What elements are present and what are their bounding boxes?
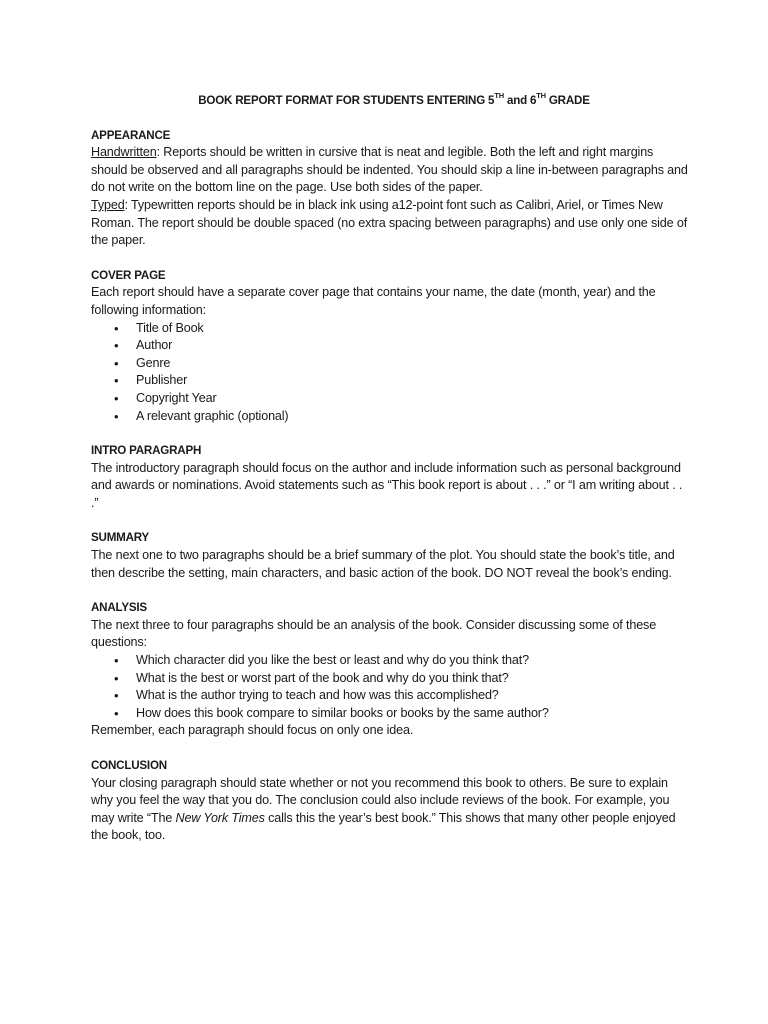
document-title	[97, 92, 691, 110]
section-analysis	[91, 599, 691, 740]
cover-page-list	[91, 320, 691, 426]
conclusion-text-1: Your closing paragraph should state whether or not you recommend this book to others. Be sure to explain why you feel the way that you do. The conclusion could also include reviews of the book. For example, you may write “The	[91, 775, 670, 825]
title-superscript-1: TH	[494, 91, 504, 101]
list-item: • Title of Book	[91, 320, 691, 338]
list-item: • How does this book compare to similar books or books by the same author?	[91, 705, 691, 723]
section-cover-page	[91, 267, 691, 425]
heading-appearance: APPEARANCE	[91, 128, 171, 142]
list-item: • Genre	[91, 355, 691, 373]
paragraph-typed	[91, 197, 691, 250]
list-item: • Which character did you like the best or least and why do you think that?	[91, 652, 691, 670]
paragraph-cover-page: Each report should have a separate cover page that contains your name, the date (month, year) and the following information:	[91, 285, 656, 317]
section-summary	[91, 529, 691, 582]
document-page	[91, 92, 691, 862]
list-item: • What is the best or worst part of the book and why do you think that?	[91, 670, 691, 688]
list-item: • A relevant graphic (optional)	[91, 408, 691, 426]
conclusion-text-2: calls this the year’s best book.” This shows that many other people enjoyed the book, too.	[91, 810, 676, 843]
heading-summary: SUMMARY	[91, 531, 150, 545]
title-text-1: BOOK REPORT FORMAT FOR STUDENTS ENTERING 5	[198, 94, 495, 107]
conclusion-italic-title: New York Times	[175, 810, 265, 825]
heading-conclusion: CONCLUSION	[91, 759, 167, 772]
section-conclusion	[91, 757, 691, 845]
list-item: • Copyright Year	[91, 390, 691, 408]
paragraph-intro: The introductory paragraph should focus on the author and include information such as personal background and awards or nominations. Avoid statements such as “This book report is about . . .” or “I am writing about . . .”	[91, 460, 683, 510]
paragraph-analysis: The next three to four paragraphs should be an analysis of the book. Consider discussing some of these questions:	[91, 617, 657, 650]
heading-intro: INTRO PARAGRAPH	[91, 444, 202, 458]
title-text-2: and 6	[503, 94, 537, 107]
paragraph-conclusion	[91, 775, 691, 845]
paragraph-analysis-closing: Remember, each paragraph should focus on only one idea.	[91, 723, 414, 738]
paragraph-summary: The next one to two paragraphs should be a brief summary of the plot. You should state the book’s title, and then describe the setting, main characters, and basic action of the book. DO NOT reveal the book’s ending.	[91, 548, 675, 580]
title-text-3: GRADE	[545, 94, 590, 107]
section-intro	[91, 442, 691, 512]
label-typed: Typed	[91, 197, 125, 212]
paragraph-handwritten	[91, 144, 691, 197]
section-appearance	[91, 127, 691, 250]
list-item: • Author	[91, 337, 691, 355]
list-item: • Publisher	[91, 372, 691, 390]
list-item: • What is the author trying to teach and how was this accomplished?	[91, 687, 691, 705]
title-superscript-2: TH	[536, 91, 546, 101]
label-handwritten: Handwritten	[91, 145, 157, 160]
text-typed: : Typewritten reports should be in black ink using a12-point font such as Calibri, Ariel, or Times New Roman. The report should be double spaced (no extra spacing between paragraphs) and use only one side of the paper.	[91, 197, 688, 248]
heading-analysis: ANALYSIS	[91, 601, 147, 615]
heading-cover-page: COVER PAGE	[91, 268, 166, 282]
text-handwritten: : Reports should be written in cursive that is neat and legible. Both the left and right margins should be observed and all paragraphs should be indented. You should skip a line in-between paragraphs and do not write on the bottom line on the page. Use both sides of the paper.	[91, 145, 688, 195]
analysis-question-list	[91, 652, 691, 722]
